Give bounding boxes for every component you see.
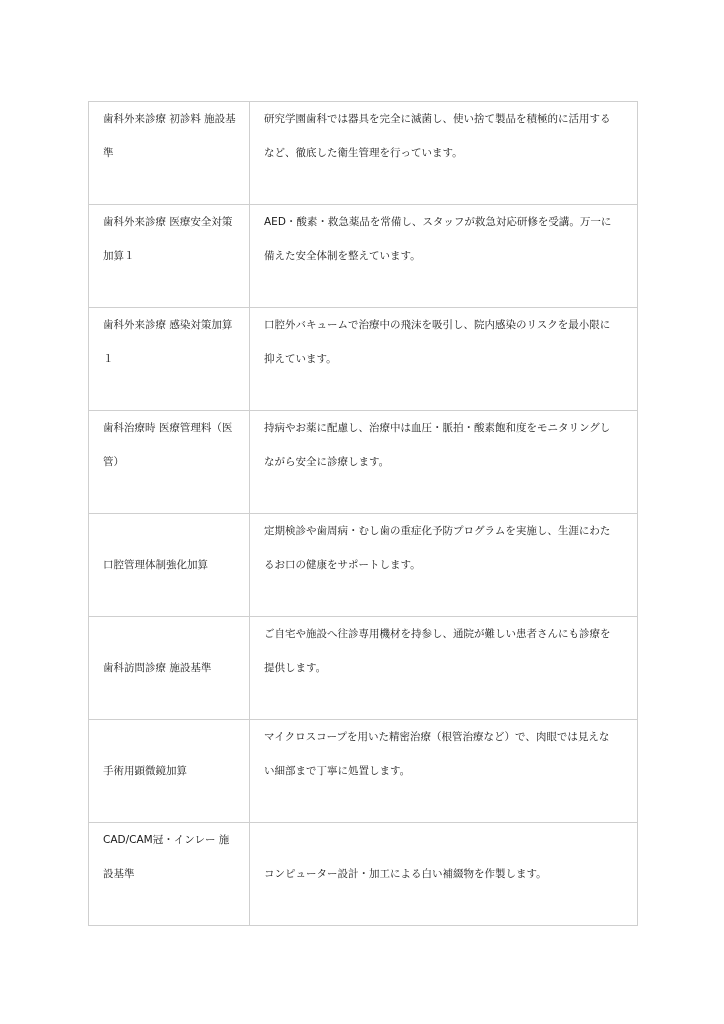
standard-name-cell bbox=[89, 411, 250, 514]
standard-name-cell bbox=[89, 308, 250, 411]
standard-description: マイクロスコープを用いた精密治療（根管治療など）で、肉眼では見えない細部まで丁寧に処置します。 bbox=[264, 731, 610, 777]
standard-name: 歯科外来診療 初診料 施設基準 bbox=[103, 113, 236, 159]
standard-name-cell bbox=[89, 102, 250, 205]
standard-description: コンピューター設計・加工による白い補綴物を作製します。 bbox=[264, 868, 547, 880]
standard-name-cell bbox=[89, 205, 250, 308]
standard-description-cell bbox=[250, 720, 638, 823]
standard-name: 手術用顕微鏡加算 bbox=[103, 765, 187, 777]
standard-description: 持病やお薬に配慮し、治療中は血圧・脈拍・酸素飽和度をモニタリングしながら安全に診療します。 bbox=[264, 422, 611, 468]
table-row bbox=[89, 308, 638, 411]
standard-description: 口腔外バキュームで治療中の飛沫を吸引し、院内感染のリスクを最小限に抑えています。 bbox=[264, 319, 611, 365]
table-row bbox=[89, 411, 638, 514]
standard-name: 歯科外来診療 医療安全対策加算１ bbox=[103, 216, 233, 262]
standard-name-cell bbox=[89, 514, 250, 617]
standard-name: 口腔管理体制強化加算 bbox=[103, 559, 208, 571]
standard-name-cell bbox=[89, 617, 250, 720]
standard-name: 歯科外来診療 感染対策加算１ bbox=[103, 319, 233, 365]
standard-description-cell bbox=[250, 411, 638, 514]
standard-description: ご自宅や施設へ往診専用機材を持参し、通院が難しい患者さんにも診療を提供します。 bbox=[264, 628, 611, 674]
table-row bbox=[89, 102, 638, 205]
standard-description-cell bbox=[250, 205, 638, 308]
table-row bbox=[89, 720, 638, 823]
table-row bbox=[89, 823, 638, 926]
standard-description: AED・酸素・救急薬品を常備し、スタッフが救急対応研修を受講。万一に備えた安全体制を整えています。 bbox=[264, 216, 612, 262]
standard-description: 定期検診や歯周病・むし歯の重症化予防プログラムを実施し、生涯にわたるお口の健康をサポートします。 bbox=[264, 525, 611, 571]
standard-name: CAD/CAM冠・インレー 施設基準 bbox=[103, 834, 230, 880]
standard-description-cell bbox=[250, 823, 638, 926]
table-row bbox=[89, 205, 638, 308]
standard-name-cell bbox=[89, 720, 250, 823]
standard-description: 研究学園歯科では器具を完全に滅菌し、使い捨て製品を積極的に活用するなど、徹底した衛生管理を行っています。 bbox=[264, 113, 611, 159]
standard-description-cell bbox=[250, 514, 638, 617]
standard-description-cell bbox=[250, 308, 638, 411]
standard-name-cell bbox=[89, 823, 250, 926]
standard-name: 歯科治療時 医療管理料（医管） bbox=[103, 422, 233, 468]
table-row bbox=[89, 617, 638, 720]
standard-description-cell bbox=[250, 617, 638, 720]
standard-description-cell bbox=[250, 102, 638, 205]
standard-name: 歯科訪問診療 施設基準 bbox=[103, 662, 212, 674]
table-row bbox=[89, 514, 638, 617]
facility-standards-table bbox=[88, 101, 638, 926]
